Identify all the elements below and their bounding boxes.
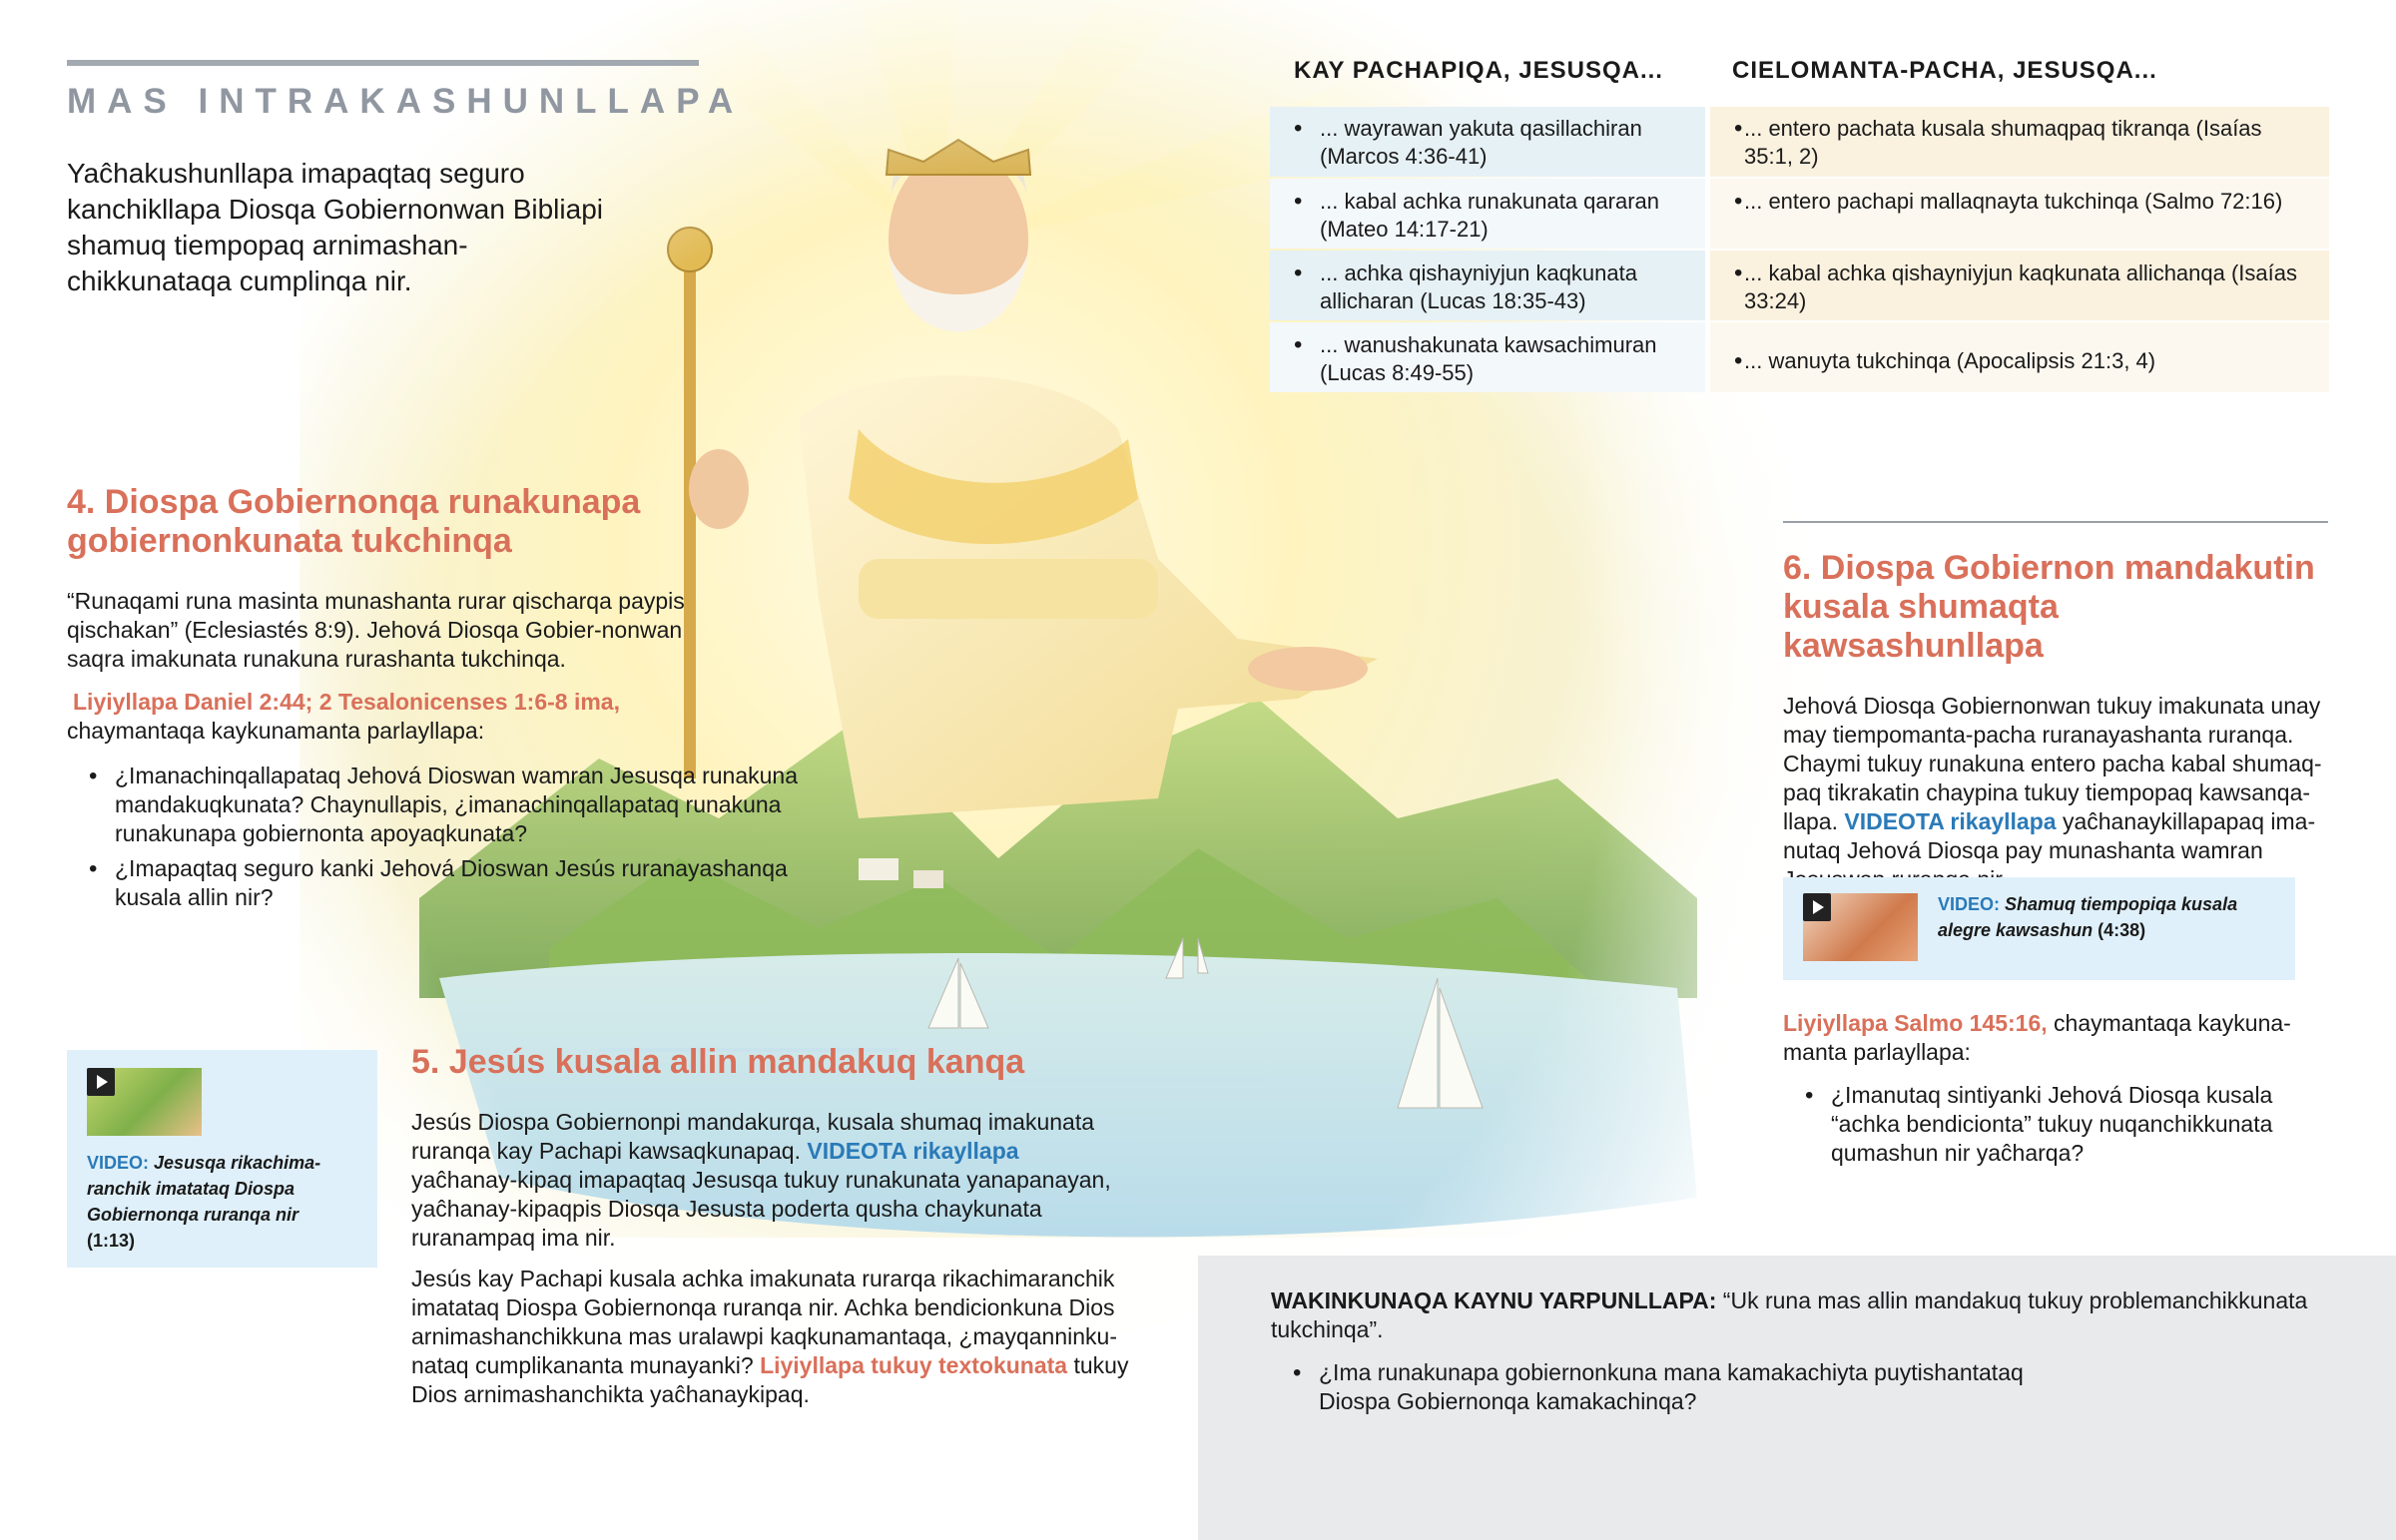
others-bullet-1: • ¿Ima runakunapa gobiernonkuna mana kamakachiyta puytishantataq Diospa Gobiernonqa kamakachinqa? bbox=[1271, 1358, 2050, 1416]
intro-title: MAS INTRAKASHUNLLAPA bbox=[67, 82, 745, 121]
section6-read bbox=[1783, 1009, 2322, 1174]
intro-text: Yaĉhakushunllapa imapaqtaq seguro kanchikllapa Diosqa Gobiernonwan Bibliapi shamuq tiempopaq arnimashan-chikkunataqa cumplinqa nir. bbox=[67, 158, 603, 296]
section6-read-line bbox=[1783, 1009, 2322, 1067]
others-quote: “Uk runa mas allin mandakuq tukuy problemanchikkunata tukchinqa”. bbox=[1271, 1287, 2308, 1342]
section5-read-link: Liyiyllapa tukuy textokunata bbox=[760, 1352, 1068, 1378]
video5-duration: (1:13) bbox=[87, 1231, 136, 1251]
section6 bbox=[1783, 549, 2328, 894]
col2-item-1: • ... entero pachata kusala shumaqpaq tikranqa (Isaías 35:1, 2) bbox=[1710, 115, 2309, 171]
section6-bullet-1: • ¿Imanutaq sintiyanki Jehová Diosqa kusala “achka bendicionta” tukuy nuqanchikkunata qumashun nir yaĉharqa? bbox=[1783, 1081, 2292, 1168]
section6-paragraph bbox=[1783, 692, 2328, 894]
section6-read-rest: chaymantaqa kaykuna-manta parlayllapa: bbox=[1783, 1010, 2291, 1065]
video6-caption bbox=[1938, 891, 2287, 943]
others-box bbox=[1198, 1256, 2396, 1540]
section6-p-b: yaĉhanaykillapapaq ima-nutaq Jehová Diosqa pay munashanta wamran bbox=[1783, 808, 2316, 863]
comparison-table bbox=[1268, 55, 2328, 404]
section4-bullet-1: • ¿Imanachinqallapataq Jehová Dioswan wamran Jesusqa runakuna mandakuqkunata? Chaynullapis, ¿imanachinqallapataq runakuna runakunapa gobiernonta apoyaqkunata? bbox=[67, 762, 806, 848]
section4-quote: “Runaqami runa masinta munashanta rurar qischarqa paypis qischakan” (Eclesiastés 8:9). Jehová Diosqa Gobier-nonwan saqra imakunata runakuna rurashanta tukchinqa. bbox=[67, 588, 685, 672]
section4-bullet-2: • ¿Imapaqtaq seguro kanki Jehová Dioswan Jesús ruranayashanqa kusala allin nir? bbox=[67, 854, 806, 912]
col2-item-4: • ... wanuyta tukchinqa (Apocalipsis 21:3, 4) bbox=[1710, 347, 2309, 375]
section5-p2 bbox=[411, 1265, 1130, 1409]
video6-label: VIDEO: bbox=[1938, 894, 2001, 914]
section4-read bbox=[67, 688, 806, 746]
col1-item-1: • ... wayrawan yakuta qasillachiran (Marcos 4:36-41) bbox=[1270, 115, 1689, 171]
intro-rule bbox=[67, 60, 699, 66]
section5-p2-b: tukuy Dios arnimashanchikta yaĉhanaykipaq. bbox=[411, 1352, 1129, 1407]
col1-item-2: • ... kabal achka runakunata qararan (Mateo 14:17-21) bbox=[1270, 188, 1689, 244]
col1-item-4: • ... wanushakunata kawsachimuran (Lucas 8:49-55) bbox=[1270, 331, 1689, 387]
video6-thumbnail[interactable] bbox=[1803, 893, 1918, 961]
video5-title: Jesusqa rikachima-ranchik imatataq Diospa Gobiernonqa ruranqa nir bbox=[87, 1153, 321, 1225]
others-line bbox=[1271, 1286, 2329, 1344]
video6-play-icon[interactable] bbox=[1803, 893, 1831, 921]
col2-item-3: • ... kabal achka qishayniyjun kaqkunata allichanqa (Isaías 33:24) bbox=[1710, 259, 2309, 315]
video6-card[interactable] bbox=[1783, 877, 2295, 980]
section5-video-link[interactable]: VIDEOTA rikayllapa bbox=[807, 1138, 1019, 1164]
others-bullets bbox=[1271, 1358, 2050, 1422]
video5-thumbnail[interactable] bbox=[87, 1068, 202, 1136]
section6-heading: 6. Diospa Gobiernon mandakutin kusala shumaqta kawsashunllapa bbox=[1783, 549, 2315, 665]
col2-item-2: • ... entero pachapi mallaqnayta tukchinqa (Salmo 72:16) bbox=[1710, 188, 2309, 216]
section6-p-a: Jehová Diosqa Gobiernonwan tukuy imakunata unay may tiempomanta-pacha ruranayashanta ruranqa. Chaymi tukuy runakuna entero pacha kabal shumaq-paq tikrakatin chaypina tukuy tiempopaq kawsanqa-llapa. bbox=[1783, 693, 2322, 834]
section5-heading: 5. Jesús kusala allin mandakuq kanqa bbox=[411, 1043, 1025, 1081]
col1-header: KAY PACHAPIQA, JESUSQA... bbox=[1294, 57, 1663, 84]
section5 bbox=[411, 1043, 1130, 1409]
col2-header: CIELOMANTA-PACHA, JESUSQA... bbox=[1732, 57, 2157, 84]
video5-play-icon[interactable] bbox=[87, 1068, 115, 1096]
section4-read-label: Liyiyllapa Daniel 2:44; 2 Tesalonicenses 1:6-8 ima, bbox=[73, 689, 620, 715]
section4-read-rest: chaymantaqa kaykunamanta parlayllapa: bbox=[67, 718, 485, 744]
section6-video-link[interactable]: VIDEOTA rikayllapa bbox=[1844, 808, 2057, 834]
section5-p1 bbox=[411, 1108, 1130, 1253]
section6-rule bbox=[1783, 521, 2328, 523]
section4-bullets bbox=[67, 762, 806, 912]
section6-bullets bbox=[1783, 1081, 2292, 1168]
video5-caption bbox=[87, 1150, 346, 1254]
section5-p1-b: yaĉhanay-kipaq imapaqtaq Jesusqa tukuy runakunata yanapanayan, yaĉhanay-kipaqpis Diosqa Jesusta poderta qusha chaykunata ruranampaq ima nir. bbox=[411, 1167, 1111, 1251]
video6-title: Shamuq tiempopiqa kusala alegre kawsashun bbox=[1938, 894, 2238, 940]
video5-card[interactable] bbox=[67, 1050, 377, 1268]
video6-duration: (4:38) bbox=[2097, 920, 2146, 940]
video5-label: VIDEO: bbox=[87, 1153, 150, 1173]
others-label: WAKINKUNAQA KAYNU YARPUNLLAPA: bbox=[1271, 1287, 1717, 1313]
section5-p1-a: Jesús Diospa Gobiernonpi mandakurqa, kusala shumaq imakunata ruranqa kay Pachapi kawsaqkunapaq. bbox=[411, 1109, 1095, 1164]
section4-heading: 4. Diospa Gobiernonqa runakunapa gobiernonkunata tukchinqa bbox=[67, 483, 641, 560]
section5-p2-a: Jesús kay Pachapi kusala achka imakunata rurarqa rikachimaranchik imatataq Diospa Gobiernonqa ruranqa nir. Achka bendicionkuna Dios arnimashanchikkuna mas uralawpi kaqkunamantaqa, ¿mayqanninku-nataq cumplikananta munayanki? bbox=[411, 1266, 1117, 1378]
col1-item-3: • ... achka qishayniyjun kaqkunata allicharan (Lucas 18:35-43) bbox=[1270, 259, 1689, 315]
section4 bbox=[67, 483, 806, 918]
section6-read-label: Liyiyllapa Salmo 145:16, bbox=[1783, 1010, 2048, 1036]
